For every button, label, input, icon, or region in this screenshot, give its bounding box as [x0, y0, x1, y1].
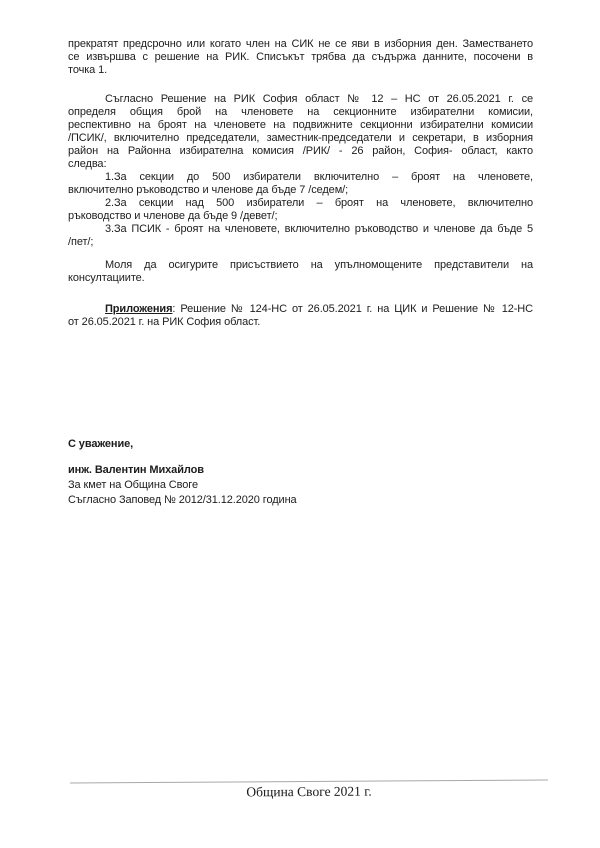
page-footer [70, 780, 548, 802]
attachments-text: : Решение № 124-НС от 26.05.2021 г. на ЦИК и Решение № 12-НС [172, 303, 533, 315]
list-item-3 [68, 223, 533, 249]
paragraph-request [68, 259, 533, 285]
text-line: от 26.05.2021 г. на РИК София област. [68, 316, 261, 328]
text-line: консултациите. [68, 272, 145, 284]
list-item-2 [68, 197, 533, 223]
text-line: /пет/; [68, 236, 94, 248]
text-line: Съгласно Решение на РИК София област № 12 – НС от 26.05.2021 г. се [105, 93, 533, 105]
text-line: прекратят предсрочно или когато член на СИК не се яви в изборния ден. Заместването [68, 38, 533, 50]
text-line: /ПСИК/, включително председатели, заместник-председатели и секретари, в изборния [68, 132, 533, 144]
signature-name: инж. Валентин Михайлов [68, 464, 204, 476]
text-line [68, 303, 533, 316]
text-line: Моля да осигурите присъствието на упълномощените представители на [105, 259, 533, 271]
text-line: точка 1. [68, 64, 108, 76]
text-line: 1.За секции до 500 избиратели включително – броят на членовете, [105, 171, 533, 183]
paragraph-continuation [68, 38, 533, 77]
signature-title: За кмет на Община Своге [68, 479, 198, 491]
signature-salutation: С уважение, [68, 438, 134, 450]
text-line: 3.За ПСИК - броят на членовете, включително ръководство и членове да бъде 5 [105, 223, 533, 235]
text-line: включително ръководство и членове да бъде 7 /седем/; [68, 184, 349, 196]
text-line: 2.За секции над 500 избиратели – броят на членовете, включително [105, 197, 533, 209]
signature-block [68, 437, 297, 508]
text-line: следва: [68, 158, 107, 170]
list-item-1 [68, 171, 533, 197]
signature-order: Съгласно Заповед № 2012/31.12.2020 година [68, 494, 297, 506]
text-line: район на Районна избирателна комисия /РИК/ - 26 район, София- област, както [68, 145, 533, 157]
text-line: респективно на броят на членовете на подвижните секционни избирателни комисии [68, 119, 533, 131]
footer-text: Община Своге 2021 г. [246, 783, 372, 800]
text-line: определя общия брой на членовете на секционните избирателни комисии, [68, 106, 533, 118]
letter-body [68, 38, 533, 329]
paragraph-attachments [68, 303, 533, 329]
paragraph-rik-decision [68, 93, 533, 171]
text-line: ръководство и членове да бъде 9 /девет/; [68, 210, 278, 222]
text-line: се извършва с решение на РИК. Списъкът трябва да съдържа данните, посочени в [68, 51, 533, 63]
attachments-label: Приложения [105, 303, 173, 315]
